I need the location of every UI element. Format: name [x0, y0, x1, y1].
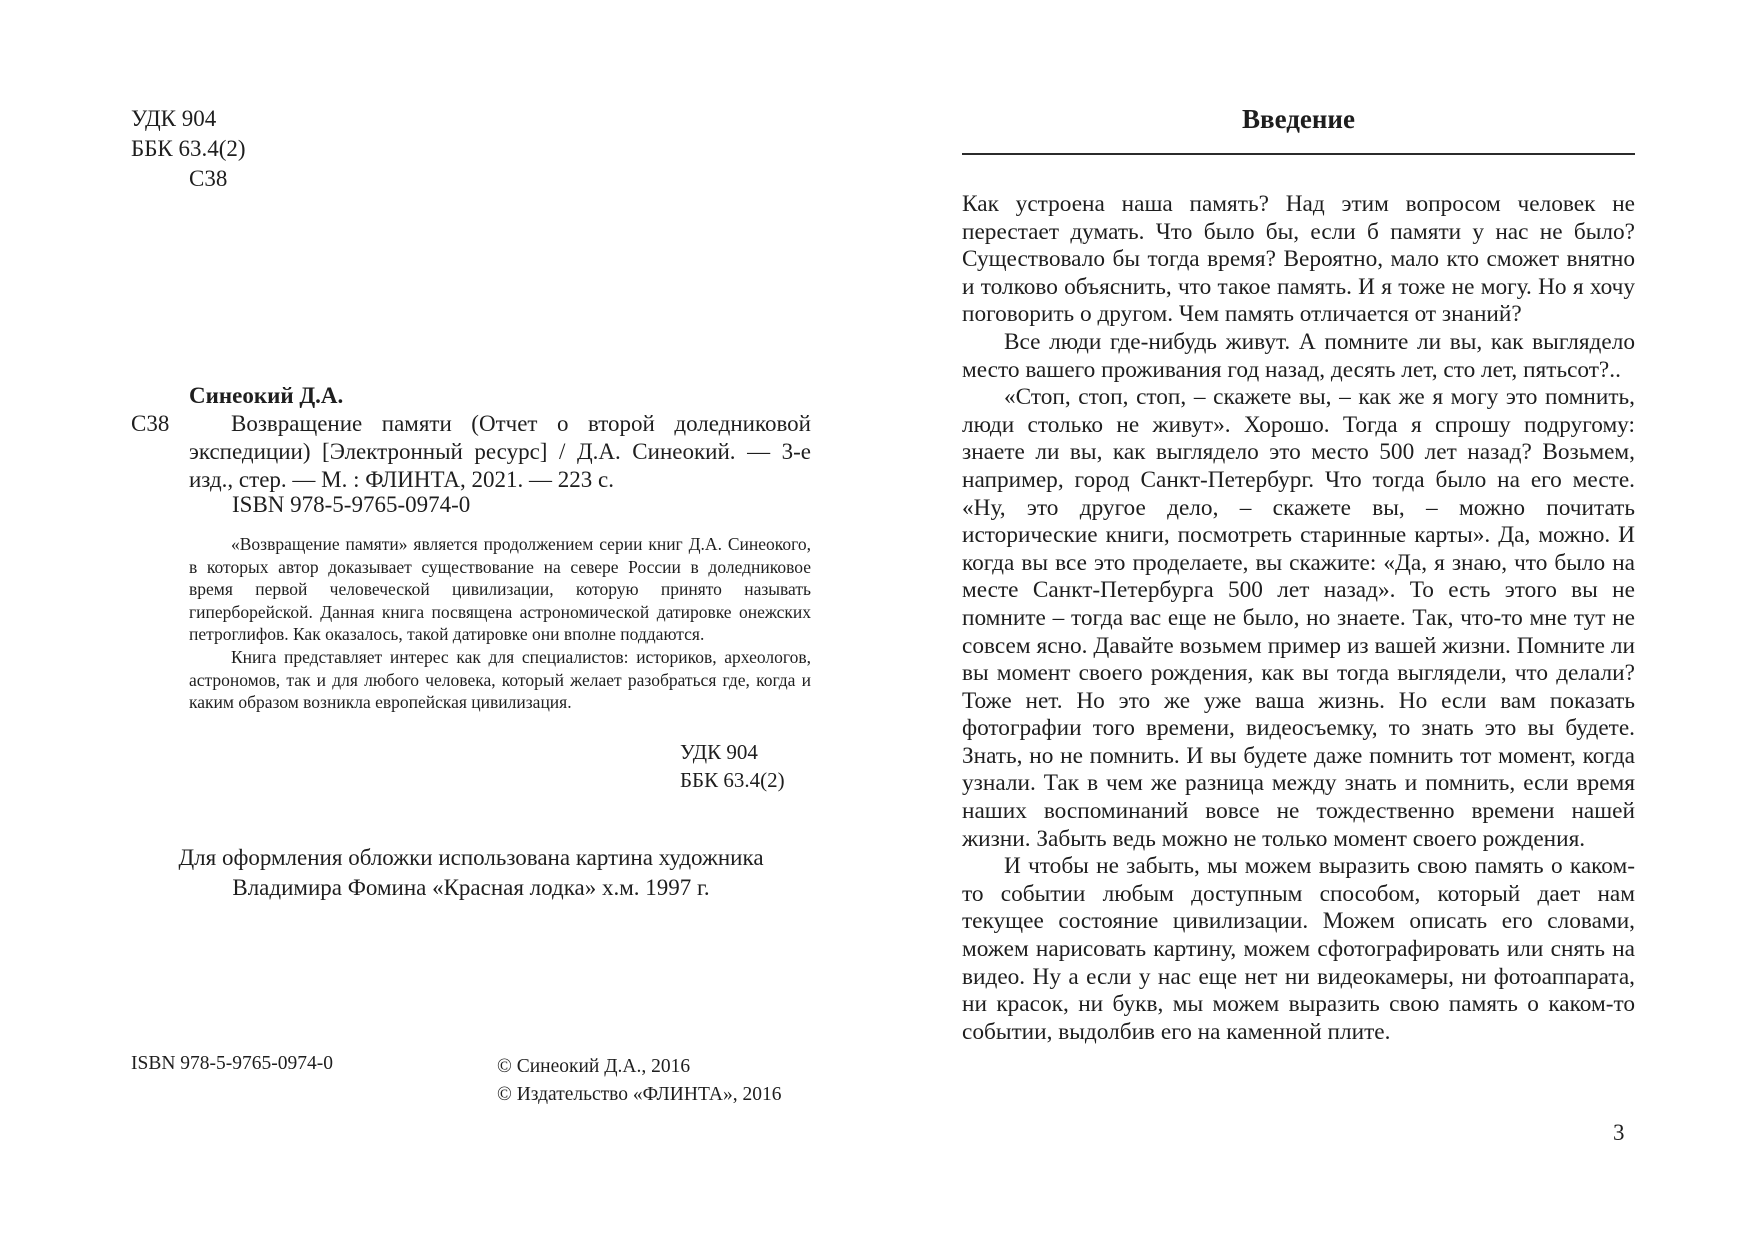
classification-block-annotation	[680, 738, 785, 794]
author-heading: Синеокий Д.А.	[189, 383, 344, 408]
cover-note	[131, 843, 811, 903]
page-number: 3	[1613, 1120, 1625, 1145]
imprint-page	[0, 0, 877, 1240]
author-mark: С38	[189, 166, 228, 191]
body-paragraph: Все люди где-нибудь живут. А помните ли вы, как выглядело место вашего проживания год назад, десять лет, сто лет, пятьсот?..	[962, 328, 1635, 383]
chapter-title: Введение	[1242, 104, 1355, 134]
copyright-publisher: © Издательство «ФЛИНТА», 2016	[497, 1084, 782, 1105]
annotation	[189, 533, 811, 714]
isbn-bottom: ISBN 978-5-9765-0974-0	[131, 1053, 334, 1074]
title-divider	[962, 153, 1635, 155]
introduction-text	[962, 191, 1635, 1046]
bbk-code: ББК 63.4(2)	[680, 768, 785, 792]
classification-block-top	[131, 104, 246, 194]
record-isbn: ISBN 978-5-9765-0974-0	[232, 492, 471, 517]
annotation-paragraph: «Возвращение памяти» является продолжением серии книг Д.А. Синеокого, в которых автор доказывает существование на севере России в доледниковое время первой человеческой цивилизации, которую принято называть гиперборейской. Данная книга посвящена астрономической датировке онежских петроглифов. Как оказалось, такой датировке они вполне поддаются.	[189, 534, 811, 645]
introduction-page	[877, 0, 1755, 1240]
record-description: Возвращение памяти (Отчет о второй доледниковой экспедиции) [Электронный ресурс] / Д.А. Синеокий. — 3-е изд., стер. — М. : ФЛИНТА, 2021. — 223 с.	[189, 411, 811, 492]
body-paragraph: И чтобы не забыть, мы можем выразить свою память о каком-то событии любым доступным способом, который дает нам текущее состояние цивилизации. Можем описать его словами, можем нарисовать картину, можем сфотографировать или снять на видео. Ну а если у нас еще нет ни видеокамеры, ни фотоаппарата, ни красок, ни букв, мы можем выразить свою память о каком-то событии, выдолбив его на каменной плите.	[962, 853, 1635, 1045]
cover-note-line: Владимира Фомина «Красная лодка» х.м. 1997 г.	[232, 875, 710, 900]
bbk-code: ББК 63.4(2)	[131, 136, 246, 161]
record-author-mark: С38	[131, 411, 170, 436]
annotation-paragraph: Книга представляет интерес как для специалистов: историков, археологов, астрономов, так и для любого человека, который желает разобраться где, когда и каким образом возникла европейская цивилизация.	[189, 646, 811, 713]
body-paragraph: Как устроена наша память? Над этим вопросом человек не перестает думать. Что было бы, если б памяти у нас не было? Существовало бы тогда время? Вероятно, мало кто сможет внятно и толково объяснить, что такое память. И я тоже не могу. Но я хочу поговорить о другом. Чем память отличается от знаний?	[962, 191, 1635, 328]
udk-code: УДК 904	[680, 740, 758, 764]
udk-code: УДК 904	[131, 106, 217, 131]
copyright-block	[497, 1053, 781, 1109]
copyright-author: © Синеокий Д.А., 2016	[497, 1056, 691, 1077]
body-paragraph: «Стоп, стоп, стоп, – скажете вы, – как же я могу это помнить, люди столько не живут». Хорошо. Тогда я спрошу подругому: знаете ли вы, как выглядело это место 500 лет назад? Возьмем, например, город Санкт-Петербург. Что тогда было на его месте. «Ну, это другое дело, – скажете вы, – можно почитать исторические книги, посмотреть старинные карты». Да, можно. И когда вы все это проделаете, вы скажите: «Да, я знаю, что было на месте Санкт-Петербурга 500 лет назад». То есть этого вы не помните – тогда вас еще не было, но знаете. Так, что-то мне тут не совсем ясно. Давайте возьмем пример из вашей жизни. Помните ли вы момент своего рождения, как вы тогда выглядели, что делали? Тоже нет. Но это же уже ваша жизнь. Но если вам показать фотографии того времени, видеосъемку, то знать это вы будете. Знать, но не помнить. И вы будете даже помнить тот момент, когда узнали. Так в чем же разница между знать и помнить, если время наших воспоминаний вовсе не тождественно времени нашей жизни. Забыть ведь можно не только момент своего рождения.	[962, 384, 1635, 852]
cover-note-line: Для оформления обложки использована картина художника	[178, 845, 764, 870]
